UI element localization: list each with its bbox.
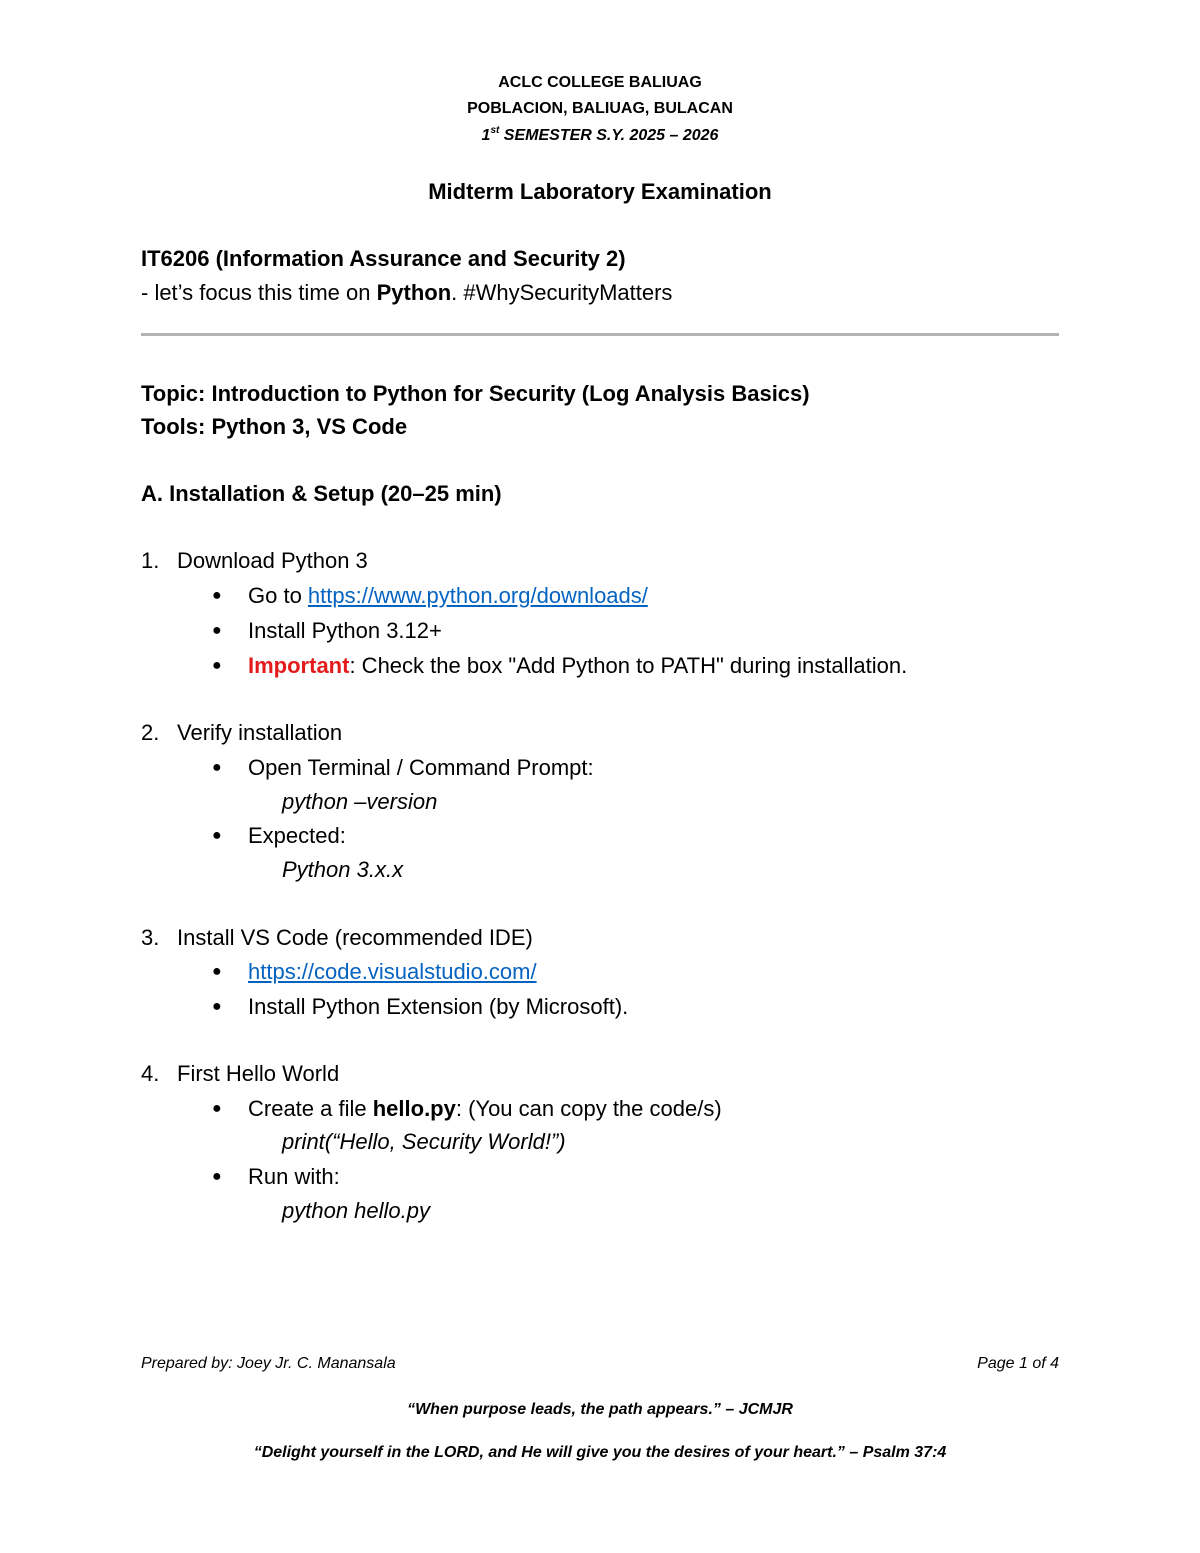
run-command: python hello.py <box>282 1198 430 1223</box>
bullet-icon: ● <box>212 759 222 776</box>
step-4-title: 4. First Hello World <box>141 1061 340 1086</box>
important-label: Important <box>248 653 350 678</box>
vscode-link[interactable]: https://code.visualstudio.com/ <box>248 959 537 984</box>
bullet-icon: ● <box>212 1100 222 1117</box>
expected-output: Python 3.x.x <box>282 857 404 882</box>
step-2-title: 2. Verify installation <box>141 720 343 745</box>
topic-line: Topic: Introduction to Python for Security (Log Analysis Basics) <box>141 381 810 406</box>
file-name: hello.py <box>372 1096 456 1121</box>
section-a-heading: A. Installation & Setup (20–25 min) <box>141 481 502 506</box>
course-title: IT6206 (Information Assurance and Security 2) <box>141 246 626 271</box>
list-item: ● Go to https://www.python.org/downloads/ <box>212 583 648 608</box>
prepared-by: Prepared by: Joey Jr. C. Manansala <box>141 1355 396 1372</box>
school-address: POBLACION, BALIUAG, BULACAN <box>467 100 733 117</box>
course-tagline: - let’s focus this time on Python. #WhySecurityMatters <box>141 280 673 305</box>
step-1-title: 1. Download Python 3 <box>141 548 368 573</box>
bullet-icon: ● <box>212 657 222 674</box>
list-item: ● Open Terminal / Command Prompt: <box>212 755 594 780</box>
list-item: ● Expected: <box>212 823 346 848</box>
bullet-icon: ● <box>212 1168 222 1185</box>
footer-quote-1: “When purpose leads, the path appears.” – JCMJR <box>407 1401 793 1418</box>
list-item: ● Create a file hello.py: (You can copy the code/s) <box>212 1096 722 1121</box>
page-number: Page 1 of 4 <box>977 1355 1059 1372</box>
version-command: python –version <box>282 789 438 814</box>
tools-line: Tools: Python 3, VS Code <box>141 414 408 439</box>
school-name: ACLC COLLEGE BALIUAG <box>498 74 702 91</box>
bullet-icon: ● <box>212 587 222 604</box>
list-item: ● Install Python Extension (by Microsoft). <box>212 994 629 1019</box>
list-item: ● Install Python 3.12+ <box>212 618 442 643</box>
semester-line: 1st SEMESTER S.Y. 2025 – 2026 <box>481 125 719 144</box>
hello-code: print(“Hello, Security World!”) <box>282 1129 566 1154</box>
bullet-icon: ● <box>212 963 222 980</box>
horizontal-divider <box>141 333 1059 336</box>
list-item: ● Important: Check the box "Add Python to PATH" during installation. <box>212 653 908 678</box>
bullet-icon: ● <box>212 998 222 1015</box>
python-downloads-link[interactable]: https://www.python.org/downloads/ <box>307 583 648 608</box>
list-item: ● Run with: <box>212 1164 340 1189</box>
exam-title: Midterm Laboratory Examination <box>428 179 772 204</box>
list-item <box>212 959 537 985</box>
step-3-title: 3. Install VS Code (recommended IDE) <box>141 925 533 950</box>
bullet-icon: ● <box>212 622 222 639</box>
footer-quote-2: “Delight yourself in the LORD, and He will give you the desires of your heart.” – Psalm 37:4 <box>253 1444 947 1461</box>
bullet-icon: ● <box>212 827 222 844</box>
